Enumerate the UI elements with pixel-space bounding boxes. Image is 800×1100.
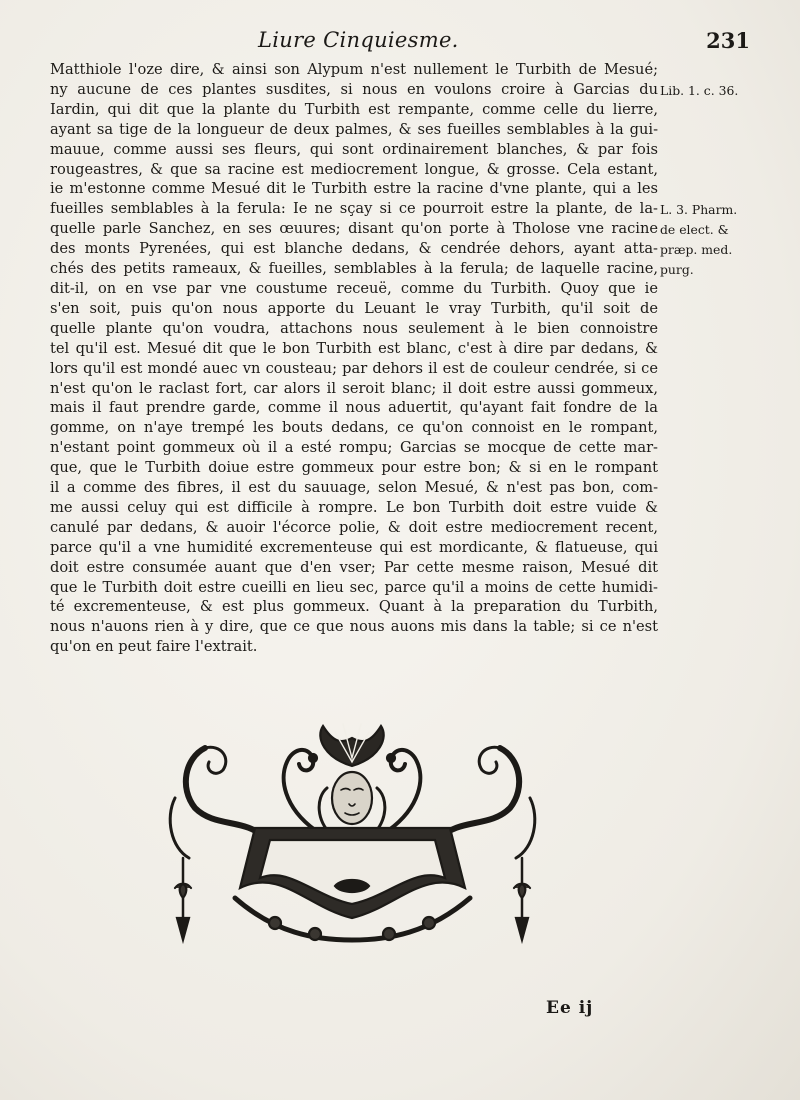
text-line: nous n'auons rien à y dire, que ce que nous auons mis dans la table; si ce n'est [50, 618, 658, 636]
text-line: n'estant point gommeux où il a esté rompu; Garcias se mocque de cette mar- [50, 439, 658, 457]
text-line: doit estre consumée auant que d'en vser; Par cette mesme raison, Mesué dit [50, 558, 658, 576]
text-line: fueilles semblables à la ferula: Ie ne sçay si ce pourroit estre la plante, de la- [50, 200, 658, 218]
woodcut-ornament-tailpiece [165, 718, 540, 958]
running-title: Liure Cinquiesme. [258, 28, 459, 52]
body-text [50, 60, 658, 657]
text-line: rougeastres, & que sa racine est mediocrement longue, & grosse. Cela estant, [50, 160, 658, 178]
text-line: canulé par dedans, & auoir l'écorce polie, & doit estre mediocrement recent, [50, 518, 658, 536]
text-line: mais il faut prendre garde, comme il nous aduertit, qu'ayant fait fondre de la [50, 399, 658, 417]
text-line: dit-il, on en vse par vne coustume receuë, comme du Turbith. Quoy que ie [50, 279, 658, 297]
margin-note: L. 3. Pharm. [660, 202, 738, 218]
text-line: gomme, on n'aye trempé les bouts dedans, ce qu'on connoist en le rompant, [50, 419, 658, 437]
margin-note: de elect. & [660, 222, 729, 238]
text-line: me aussi celuy qui est difficile à rompre. Le bon Turbith doit estre vuide & [50, 498, 658, 516]
margin-note: Lib. 1. c. 36. [660, 82, 739, 98]
text-line: quelle parle Sanchez, en ses œuures; disant qu'on porte à Tholose vne racine [50, 220, 658, 238]
text-line: ayant sa tige de la longueur de deux palmes, & ses fueilles semblables à la gui- [50, 120, 658, 138]
text-line: ny aucune de ces plantes susdites, si nous en voulons croire à Garcias du [50, 80, 658, 98]
text-line: il a comme des fibres, il est du sauuage, selon Mesué, & n'est pas bon, com- [50, 479, 658, 497]
margin-note: purg. [660, 262, 694, 277]
text-line: tel qu'il est. Mesué dit que le bon Turbith est blanc, c'est à dire par dedans, & [50, 339, 658, 357]
text-line: mauue, comme aussi ses fleurs, qui sont ordinairement blanches, & par fois [50, 140, 658, 158]
text-line: Iardin, qui dit que la plante du Turbith est rempante, comme celle du lierre, [50, 100, 658, 118]
text-line: n'est qu'on le raclast fort, car alors il seroit blanc; il doit estre aussi gommeux, [50, 379, 658, 397]
text-line: des monts Pyrenées, qui est blanche dedans, & cendrée dehors, ayant atta- [50, 240, 658, 258]
signature-mark: Ee ij [546, 998, 594, 1018]
text-line: s'en soit, puis qu'on nous apporte du Leuant le vray Turbith, qu'il soit de [50, 299, 658, 317]
page-number: 231 [706, 28, 750, 53]
running-header [250, 28, 750, 56]
text-line: té excrementeuse, & est plus gommeux. Quant à la preparation du Turbith, [50, 598, 658, 616]
text-line: lors qu'il est mondé auec vn cousteau; par dehors il est de couleur cendrée, si ce [50, 359, 658, 377]
text-line: que, que le Turbith doiue estre gommeux pour estre bon; & si en le rompant [50, 459, 658, 477]
text-line: chés des petits rameaux, & fueilles, semblables à la ferula; de laquelle racine, [50, 260, 658, 278]
text-line: qu'on en peut faire l'extrait. [50, 638, 258, 656]
text-line: ie m'estonne comme Mesué dit le Turbith estre la racine d'vne plante, qui a les [50, 180, 658, 198]
margin-note: præp. med. [660, 242, 733, 258]
text-line: quelle plante qu'on voudra, attachons nous seulement à le bien connoistre [50, 319, 658, 337]
text-line: que le Turbith doit estre cueilli en lieu sec, parce qu'il a moins de cette humidi- [50, 578, 658, 596]
text-line: Matthiole l'oze dire, & ainsi son Alypum n'est nullement le Turbith de Mesué; [50, 61, 658, 78]
text-line: parce qu'il a vne humidité excrementeuse qui est mordicante, & flatueuse, qui [50, 538, 658, 556]
